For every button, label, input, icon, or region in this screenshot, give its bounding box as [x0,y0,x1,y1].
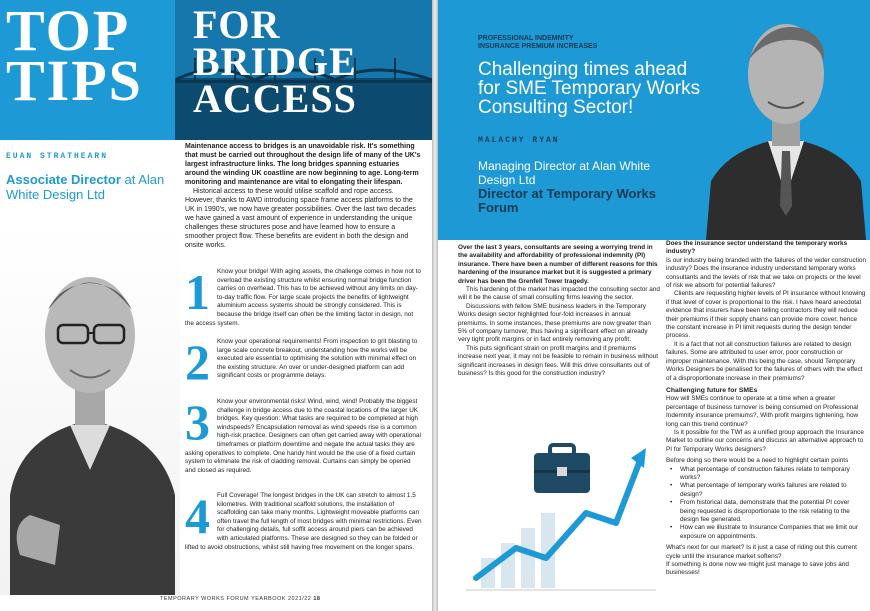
article-title [193,2,357,121]
col1-paragraph: Discussions with fellow SME business leaders in the Temporary Works design sector highlighted four-fold increases in annual premiums. In some instances, these premiums are now greater than 5% of company turnover, thus having a significant effect on already very tight profit margins or in fact entirely removing any profit. [458,302,651,344]
role-rest: at Alan White Design Ltd [6,172,165,202]
role-bold: Director at Temporary Works Forum [478,186,656,215]
article-title: Challenging times ahead for SME Temporary Works Consulting Sector! [478,59,701,118]
title-line-2: BRIDGE [193,39,357,84]
role-light: Managing Director at Alan White Design Ltd [478,159,651,187]
page-number: 18 [313,596,321,602]
column-2 [666,240,866,578]
kicker-line-2: INSURANCE PREMIUM INCREASES [478,43,598,50]
points-list [666,466,866,542]
author-portrait [706,6,866,240]
author-portrait [0,225,180,595]
tip-number: 3 [185,394,210,450]
intro-text [185,140,422,250]
list-item: • How can we illustrate to Insurance Companies that we limit our exposure on appointments. [666,524,866,541]
bridge-hero-image [175,0,432,140]
col2-paragraph: How will SMEs continue to operate at a time when a greater percentage of business turnover is being consumed on Professional Indemnity insurance premiums?, With profit margins tightening, how long can this trend continue? [666,395,859,428]
author-name: EUAN STRATHEARN [6,152,109,161]
tip-text: Know your operational requirements! From inspection to grit blasting to large scale concrete breakout, understanding how the works will be executed are essential to optimising the solution with minimal effect on the existing structure. An over or under-designed platform can add significant costs or programme delays. [217,338,418,380]
list-item: • From historical data, demonstrate that the potential PI cover being requested is disproportionate to the risk relating to the design fee generated. [666,499,866,524]
tip-1 [185,264,422,328]
footer-text: TEMPORARY WORKS FORUM YEARBOOK 2021/22 [160,596,312,602]
tip-4 [185,488,422,552]
tip-text: Know your environmental risks! Wind, wind, wind! Probably the biggest challenge in bridge access due to the coastal locations of the larger UK bridges. Key question: What tasks are required to be completed at high windspeeds? Encapsulation removal as wind speeds rise is a common high-risk practice. Designers can often get carried away with operational timeframes or platform downtime and negate the actual tasks they are asking operatives to complete. One handy hint would be the use of a fixed curtain system to eliminate the risk of cladding removal. Curtains can simply be opened and closed as required. [185,398,421,474]
intro-lead: Maintenance access to bridges is an unavoidable risk. It's something that must be carried out throughout the design life of many of the UK's largest infrastructure links. The long bridges spanning estuaries around the winding UK coastline are now beginning to age. Long-term monitoring and maintenance are vital to elongating their lifespan. [185,143,421,186]
top-word: TOP [6,0,131,63]
tip-text: Full Coverage! The longest bridges in the UK can stretch to almost 1.5 kilometres. With traditional scaffold solutions, the installation of scaffolding can take many months. Lightweight moveable platforms can often travel the full length of most bridges with minimal restrictions. Even for challenging details, full soffit access around piers can be achieved with articulated platforms. These are designed so they can be folded or lifted to avoid obstructions, whilst still having free movement on the longer spans. [185,492,422,551]
column-1 [458,244,660,379]
intro-body: Historical access to these would utilise scaffold and rope access. However, thanks to AWD introducing space frame access platforms to the UK in 1990's, we now have greater possibilities. Over the last two decades we have gained a vast amount of experience in understanding the unique challenges these structures pose and have learned how to ensure a smoother project flow. These benefits are evident in both the design and onsite works. [185,188,416,249]
tip-3 [185,394,422,475]
col1-lead: Over the last 3 years, consultants are seeing a worrying trend in the availability and affordability of professional indemnity (PI) insurance. There have been a number of different reasons for this hardening of the insurance market but it is suggested a primary driver has been the Grenfell Tower tragedy. [458,244,658,285]
list-item: • What percentage of temporary works failures are related to design? [666,482,866,499]
article-kicker [478,35,597,51]
col2-question: Does the insurance sector understand the temporary works industry? [666,240,848,256]
left-page [0,0,432,611]
role-bold: Associate Director [6,172,121,187]
title-line-3: ACCESS [193,76,357,121]
title-line-1: FOR [193,2,281,47]
col2-paragraph: Is our industry being branded with the failures of the wider construction industry? Does the insurance industry understand temporary works consultants and the levels of risk that we take on projects or the level of risk we absorb for potential failures? [666,256,866,290]
col2-closing: If something is done now we might just manage to save jobs and businesses! [666,561,849,577]
top-tips-box [0,0,175,140]
author-role [6,172,166,202]
col2-paragraph: Clients are requesting higher levels of PI insurance without knowing if that level of cover is proportional to the risk. I have heard anecdotal evidence that insurers have been telling contractors they will reduce their premiums if their supply chains can provide more cover, hence the constant increase in PI limit requests during the design tender process. [666,290,866,340]
col2-paragraph: Is it possible for the TWf as a unified group approach the Insurance Market to outline our concerns and discuss an alternative approach to PI for Temporary Works designers? [666,428,864,453]
tips-word: TIPS [6,48,143,113]
col2-closing: What's next for our market? Is it just a case of riding out this current cycle until the insurance market softens? [666,544,857,560]
col2-heading: Challenging future for SMEs [666,386,758,394]
kicker-line-1: PROFESSIONAL INDEMNITY [478,35,574,42]
tip-number: 2 [185,334,210,390]
list-item: • What percentage of construction failures relate to temporary works? [666,466,866,483]
tip-number: 4 [185,488,210,544]
author-name: MALACHY RYAN [478,136,560,145]
tip-2 [185,334,422,390]
rising-costs-illustration [466,418,656,600]
author-role [478,159,688,215]
col2-paragraph: It is a fact that not all construction failures are related to design failures. Some are attributed to user error, poor construction or improper maintenance. With this being the case, should Temporary Works Designers be penalised for the failures of others with the effect of a disproportionate increase in their premiums? [666,340,863,382]
col1-paragraph: This hardening of the market has impacted the consulting sector and will it be the cause of small consulting firms leaving the sector. [458,286,660,302]
right-page [438,0,870,611]
tip-number: 1 [185,264,210,320]
col1-paragraph: This puts significant strain on profit margins and if premiums increase next year, it may not be feasible to remain in business without significant increases in design fees. Will this drive consultants out of business? Is this good for the construction industry? [458,344,658,378]
page-footer [160,596,321,602]
col2-list-intro: Before doing so there would be a need to highlight certain points [666,457,849,465]
tip-text: Know your bridge! With aging assets, the challenge comes in how not to overload the existing structure whilst ensuring normal bridge function carries on overhead. This has to be achieved without any limits on day-to-day traffic flow. For large scale projects the benefits of lightweight aluminium access systems should be strongly considered. This is because the bridge itself can often be the limiting factor in design, not the access system. [185,268,421,327]
